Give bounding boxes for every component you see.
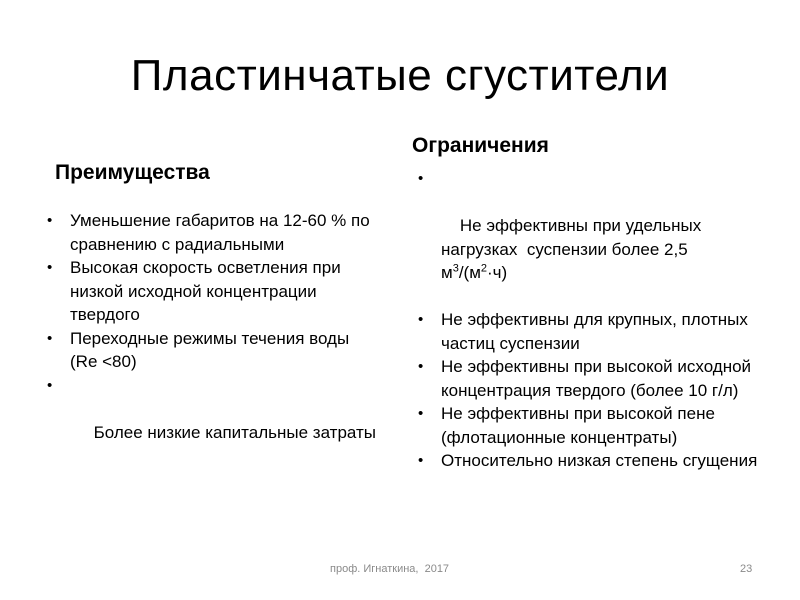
- superscript: 3: [452, 262, 459, 275]
- footer-author: проф. Игнаткина, 2017: [330, 563, 450, 575]
- bullet-icon: •: [418, 405, 424, 422]
- advantage-text: Высокая скорость осветления при низкой исходной концентрации твердого: [70, 258, 341, 324]
- bullet-icon: •: [47, 329, 53, 347]
- advantages-heading: Преимущества: [55, 161, 210, 184]
- limitation-text: Не эффективны для крупных, плотных частиц суспензии: [441, 310, 748, 353]
- advantages-list: [47, 209, 377, 468]
- advantage-text: Переходные режимы течения воды (Re <80): [70, 328, 350, 371]
- bullet-icon: •: [47, 212, 53, 229]
- superscript: 2: [480, 262, 488, 275]
- page-number: 23: [740, 563, 753, 575]
- advantage-text: Уменьшение габаритов на 12-60 % по сравнению с радиальными: [70, 211, 370, 254]
- list-item: [47, 209, 377, 256]
- advantage-text: Более низкие капитальные затраты: [88, 422, 376, 442]
- limitation-text: Не эффективны при высокой пене (флотационные концентраты): [441, 404, 715, 447]
- bullet-icon: •: [47, 376, 53, 394]
- list-item: [418, 308, 758, 355]
- limitation-text: Относительно низкая степень сгущения: [441, 451, 758, 470]
- list-item: [418, 449, 758, 473]
- limitation-text-part: /(м: [458, 263, 481, 282]
- list-item: [418, 167, 758, 308]
- slide-title: Пластинчатые сгустители: [130, 51, 670, 100]
- limitation-text-part: Не эффективны при удельных нагрузках суспензии более 2,5 м: [441, 216, 706, 282]
- bullet-icon: •: [418, 358, 424, 375]
- bullet-icon: •: [418, 170, 424, 187]
- list-item: [47, 256, 377, 327]
- list-item: [418, 402, 758, 449]
- list-item: [47, 374, 377, 468]
- limitations-heading: Ограничения: [412, 134, 549, 157]
- bullet-icon: •: [418, 311, 424, 328]
- bullet-icon: •: [418, 452, 424, 469]
- limitation-text: [441, 216, 706, 282]
- bullet-icon: •: [47, 259, 53, 276]
- list-item: [418, 355, 758, 402]
- limitations-list: [418, 167, 758, 473]
- limitation-text: Не эффективны при высокой исходной концентрация твердого (более 10 г/л): [441, 357, 752, 400]
- list-item: [47, 327, 377, 374]
- limitation-text-part: ·ч): [487, 263, 508, 282]
